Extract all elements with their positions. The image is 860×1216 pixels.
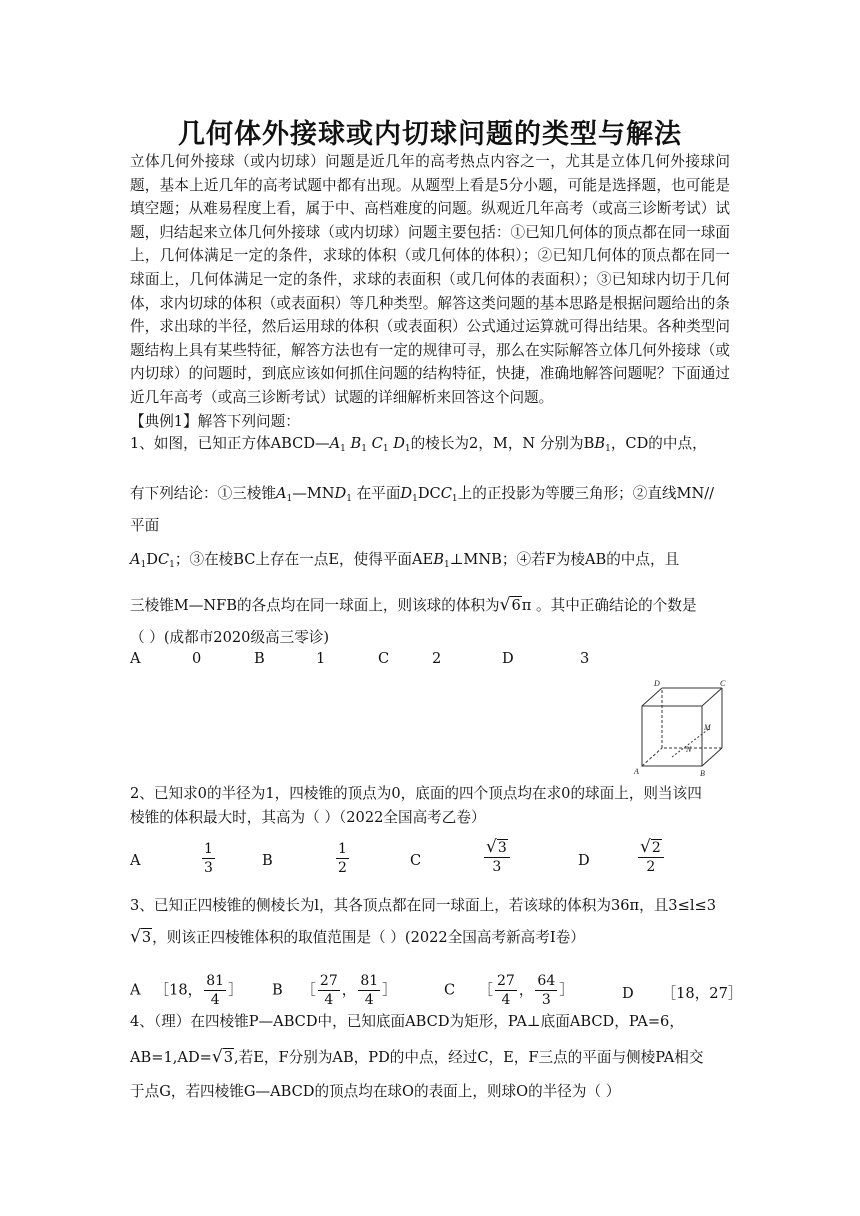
cube-figure bbox=[632, 678, 732, 778]
q1-option-d-label: D bbox=[502, 650, 514, 667]
q3-option-c: C ［ $\frac{27}{4}$ ， $\frac{64}{3}$ ］ bbox=[444, 973, 574, 1008]
cube-label-n: N bbox=[686, 745, 692, 754]
cube-label-m: M bbox=[704, 723, 711, 732]
q2-option-a-label: A bbox=[130, 852, 141, 869]
q1-line-1: 1、如图，已知正方体$ABCD—A_1$ $B_1$ $C_1$ $D_1$的棱长为2，M，N 分别为$BB_1$，CD的中点， bbox=[130, 435, 707, 454]
q2-option-c-label: C bbox=[410, 852, 422, 869]
example-heading: 【典例1】解答下列问题： bbox=[130, 412, 300, 430]
q2-line-2: 棱锥的体积最大时，其高为（ ）（2022全国高考乙卷） bbox=[130, 809, 486, 826]
q1-option-b-value: 1 bbox=[316, 650, 326, 667]
q4-line-2: AB=1,AD=√3,若E，F分别为AB，PD的中点，经过C，E，F三点的平面与侧棱PA相交 bbox=[130, 1047, 704, 1067]
page-title: 几何体外接球或内切球问题的类型与解法 bbox=[178, 119, 682, 150]
q3-option-b: B ［ $\frac{27}{4}$ ， $\frac{81}{4}$ ］ bbox=[272, 973, 397, 1008]
q1-line-5: 三棱锥M—NFB的各点均在同一球面上，则该球的体积为√6π 。其中正确结论的个数是 bbox=[130, 595, 697, 615]
cube-label-b: B bbox=[700, 769, 705, 778]
cube-label-c1: C bbox=[720, 679, 726, 688]
intro-text: 立体几何外接球（或内切球）问题是近几年的高考热点内容之一，尤其是立体几何外接球问题，基本上近几年的高考试题中都有出现。从题型上看是5分小题，可能是选择题，也可能是填空题；从难易程度上看，属于中、高档难度的问题。纵观近几年高考（或高三诊断考试）试题，归结起来立体几何外接球（或内切球）问题主要包括：①已知几何体的顶点都在同一球面上，几何体满足一定的条件，求球的体积（或几何体的体积）；②已知几何体的顶点都在同一球面上，几何体满足一定的条件，求球的表面积（或几何体的表面积）；③已知球内切于几何体，求内切球的体积（或表面积）等几种类型。解答这类问题的基本思路是根据问题给出的条件，求出球的半径，然后运用球的体积（或表面积）公式通过运算就可得出结果。各种类型问题结构上具有某些特征，解答方法也有一定的规律可寻，那么在实际解答立体几何外接球（或内切球）的问题时，到底应该如何抓住问题的结构特征，快捷，准确地解答问题呢？下面通过近几年高考（或高三诊断考试）试题的详细解析来回答这个问题。 bbox=[130, 153, 730, 406]
q2-option-b-label: B bbox=[262, 852, 273, 869]
q2-option-a-value: $\frac{1}{3}$ bbox=[204, 841, 213, 876]
q1-option-a-value: 0 bbox=[192, 650, 202, 667]
q3-line-1: 3、已知正四棱锥的侧棱长为l，其各顶点都在同一球面上，若该球的体积为36π，且3≤l≤3 bbox=[130, 897, 716, 914]
cube-label-d1: D bbox=[654, 679, 660, 688]
q2-option-c-value: $\frac{√3}{3}$ bbox=[482, 838, 512, 876]
q3-option-a: A ［18， $\frac{81}{4}$ ］ bbox=[130, 973, 243, 1008]
q2-line-1: 2、已知求0的半径为1，四棱锥的顶点为0，底面的四个顶点均在求0的球面上，则当该四 bbox=[130, 785, 702, 802]
q4-line-3: 于点G，若四棱锥G—ABCD的顶点均在球O的表面上，则球O的半径为（ ） bbox=[130, 1083, 621, 1100]
q3-line-2: √3，则该正四棱锥体积的取值范围是（ ）(2022全国高考新高考Ⅰ卷） bbox=[130, 927, 585, 947]
cube-label-a: A bbox=[634, 767, 639, 776]
q1-option-c-value: 2 bbox=[432, 650, 442, 667]
q1-line-2: 有下列结论：①三棱锥$A_1—MND_1$ 在平面$D_1DCC_1$上的正投影为等腰三角形；②直线MN// bbox=[130, 485, 715, 504]
q2-option-d-label: D bbox=[578, 852, 590, 869]
q2-option-b-value: $\frac{1}{2}$ bbox=[338, 841, 347, 876]
q3-option-d: D ［18，27］ bbox=[622, 985, 743, 1002]
q1-line-3: 平面 bbox=[130, 517, 160, 534]
q1-option-d-value: 3 bbox=[580, 650, 590, 667]
q1-option-c-label: C bbox=[378, 650, 390, 667]
q1-line-4: $A_1DC_1$；③在棱BC上存在一点E，使得平面$AEB_1\perp MNB$；④若F为棱AB的中点，且 bbox=[130, 551, 680, 570]
q4-line-1: 4、（理）在四棱锥P—ABCD中，已知底面ABCD为矩形，PA⊥底面ABCD，PA=6， bbox=[130, 1013, 684, 1030]
q1-option-a-label: A bbox=[130, 650, 141, 667]
q1-line-6: （ ）(成都市2020级高三零诊) bbox=[130, 629, 330, 646]
q2-option-d-value: $\frac{√2}{2}$ bbox=[636, 838, 666, 876]
intro-paragraph bbox=[130, 150, 730, 433]
q1-option-b-label: B bbox=[254, 650, 265, 667]
